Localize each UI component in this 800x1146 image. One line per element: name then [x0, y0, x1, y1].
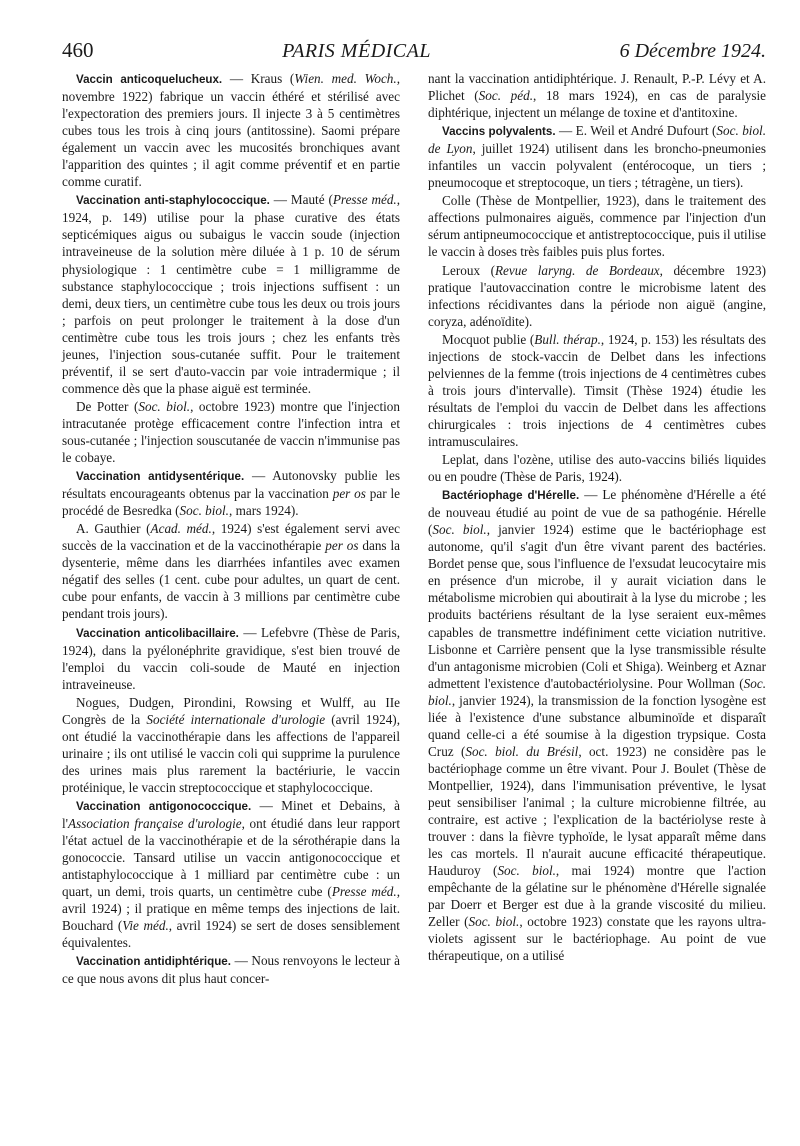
paragraph [428, 486, 766, 964]
italic-text: Association française d'urologie [68, 816, 242, 832]
italic-text: Presse méd. [331, 884, 397, 900]
italic-text: Soc. biol. [179, 503, 229, 519]
italic-text: Soc. biol. [428, 675, 766, 708]
section-heading: Vaccination antidysentérique. [76, 470, 245, 484]
paragraph [428, 70, 766, 121]
left-column [62, 70, 400, 987]
paragraph-text: — Autonovsky publie les résultats encourageants obtenus par la vaccination [62, 468, 401, 502]
paragraph [62, 797, 400, 951]
paragraph-text: , octobre 1923) montre que l'injection intracutanée protège efficacement contre l'infection intra et sous-cutanée ; l'injection souscutanée de vaccin n'immunise pas le cobaye. [62, 398, 400, 466]
paragraph [62, 694, 400, 796]
italic-text: Soc. biol. de Lyon [428, 123, 767, 157]
page-number: 460 [62, 38, 94, 62]
paragraph [62, 191, 400, 397]
italic-text: Soc. biol. du Brésil [465, 743, 579, 759]
italic-text: Société internationale d'urologie [146, 711, 326, 727]
section-heading: Vaccination anti-staphylococcique. [76, 194, 270, 208]
section-heading: Vaccin anticoquelucheux. [76, 73, 223, 86]
paragraph-text: Mocquot publie ( [442, 331, 535, 347]
paragraph [428, 192, 766, 260]
paragraph [62, 952, 400, 987]
paragraph-text: — Lefebvre (Thèse de Paris, 1924), dans la pyélonéphrite gravidique, s'est bien trouvé de l'emploi du vaccin coli-soude de Mauté en injection intraveineuse. [62, 624, 401, 692]
italic-text: Bull. thérap. [534, 331, 601, 347]
section-heading: Vaccination anticolibacillaire. [76, 626, 239, 640]
running-header [62, 38, 766, 64]
paragraph-text: , octobre 1923) constate que les rayons ultra-violets agissent sur le bactériophage. Au point de vue thérapeutique, on a utilisé [428, 914, 766, 964]
paragraph-text: , avril 1924) ; il pratique en même temps des injections de lait. Bouchard ( [62, 884, 400, 934]
section-heading: Bactériophage d'Hérelle. [442, 489, 580, 503]
italic-text: Soc. biol. [432, 522, 487, 538]
paragraph-text: — Kraus ( [229, 71, 295, 86]
italic-text: Acad. méd. [150, 521, 212, 537]
paragraph [428, 331, 766, 450]
paragraph-text: A. Gauthier ( [76, 521, 151, 537]
paragraph [62, 520, 400, 622]
paragraph-text: nant la vaccination antidiphtérique. J. Renault, P.-P. Lévy et A. Plichet ( [428, 71, 766, 104]
paragraph-text: — E. Weil et André Dufourt ( [559, 123, 717, 139]
paragraph [428, 451, 766, 485]
text-columns [62, 70, 766, 987]
italic-text: Soc. biol. [497, 863, 556, 879]
paragraph-text: Nogues, Dudgen, Pirondini, Rowsing et Wulff, au IIe Congrès de la [62, 694, 400, 727]
paragraph-text: , janvier 1924) estime que le bactériophage est autonome, qu'il s'agit d'un être vivant parent des bactéries. Bordet pense que, sous l'influence de l'exsudat leucocytaire mis en présence d'un microbe, il y aurait viciation dans le métabolisme microbien qui aboutirait à la lyse du microbe ; les produits bactériens résultant de la lyse seraient eux-mêmes capables de transmettre indéfiniment cette viciation nutritive. Lisbonne et Carrière pensent que la lyse transmissible résulte d'un antagonisme microbien (Coli et Shiga). Weinberg et Aznar admettent l'existence d'autobactériolysine. Pour Wollman ( [428, 522, 766, 691]
italic-text: per os [325, 538, 359, 554]
paragraph-text: , mars 1924). [228, 503, 299, 519]
italic-text: Vie méd. [122, 918, 169, 934]
paragraph-text: , mai 1924) montre que l'action empêchante de la gélatine sur le phénomène d'Hérelle signalée par Doerr et Berger est due à la grande viscosité du milieu. Zeller ( [428, 863, 766, 930]
paragraph-text: Leplat, dans l'ozène, utilise des auto-vaccins biliés liquides ou en poudre (Thèse de Paris, 1924). [428, 452, 766, 485]
paragraph [428, 262, 766, 330]
paragraph-text: , juillet 1924) utilisent dans les broncho-pneumonies infantiles un vaccin polyvalent (entérocoque, un tiers ; pneumocoque et streptocoque, un tiers ; tétragène, un tiers). [428, 141, 766, 191]
paragraph [62, 467, 400, 519]
italic-text: Presse méd. [332, 192, 397, 208]
paragraph-text: , décembre 1923) pratique l'autovaccination contre le microbisme latent des infections récidivantes dans la période non aiguë (angine, coryza, adénoïdite). [428, 262, 766, 329]
section-heading: Vaccins polyvalents. [442, 125, 556, 139]
paragraph-text: , janvier 1924), la transmission de la fonction lysogène est liée à l'existence d'une substance albuminoïde et disparaît quand celle-ci a été soumise à la digestion trypsique. Costa Cruz ( [428, 692, 766, 759]
paragraph [428, 122, 766, 191]
paragraph-text: (avril 1924), ont étudié la vaccinothérapie dans les affections de l'appareil urinaire ; ils ont utilisé le vaccin coli qui supprime la purulence des urines mais plus rarement la bactériurie, le vaccin protéinique, le vaccin streptococcique et staphylococcique. [62, 711, 400, 795]
italic-text: Soc. biol. [138, 398, 191, 414]
italic-text: Wien. med. Woch. [294, 71, 397, 86]
paragraph-text: , novembre 1922) fabrique un vaccin éthéré et stérilisé avec l'expectoration des premiers jours. Il injecte 3 à 5 centimètres cubes tous les trois à cinq jours (antitossine). Saomi prépare également un vaccin avec les mucosités bronchiques avant l'apparition des quintes ; il agit comme préventif et en partie comme curatif. [62, 71, 400, 190]
paragraph-text: Colle (Thèse de Montpellier, 1923), dans le traitement des affections pulmonaires aiguës, commence par l'injection d'un sérum antipneumococcique et antistreptococcique, puis il utilise le vaccin à doses très faibles puis plus fortes. [428, 193, 767, 260]
section-heading: Vaccination antidiphtérique. [76, 955, 231, 969]
paragraph-text: , 1924) s'est également servi avec succès de la vaccination et de la vaccinothérapie [62, 521, 400, 554]
italic-text: per os [332, 486, 366, 502]
paragraph [62, 398, 400, 466]
paragraph-text: , 1924, p. 153) les résultats des injections de stock-vaccin de Delbet dans les infections pelviennes de la femme (trois injections de 4 centimètres cubes à trois jours d'intervalle). Timsit (Thèse 1924) étudie les résultats de l'emploi du vaccin de Delbet dans les affections chirurgicales : trois injections de 4 centimètres cubes intramusculaires. [428, 331, 766, 449]
paragraph-text: — Minet et Debains, à l' [62, 797, 401, 832]
paragraph [62, 624, 400, 693]
italic-text: Soc. biol. [468, 914, 520, 930]
paragraph-text: , 1924, p. 149) utilise pour la phase curative des états septicémiques aigus ou subaigus le vaccin soude (injection intraveineuse de la solution mère diluée à 1 p. 10 de sérum physiologique : 1 centimètre cube = 1 milligramme de substance staphylococcique ; trois injections suffisent : un demi, deux tiers, un centimètre cube tous les deux ou trois jours ; parfois on peut prolonger le traitement à la dose d'un centimètre cube tous les trois jours ; chez les enfants très jeunes, l'injection sous-cutanée suffit. Pour le traitement préventif, il se sert d'auto-vaccin par voie intradermique ; il commence dès que la phase aiguë est terminée. [62, 192, 401, 396]
issue-date: 6 Décembre 1924. [619, 40, 766, 62]
section-heading: Vaccination antigonococcique. [76, 799, 252, 813]
paragraph-text: — Le phénomène d'Hérelle a été de nouveau étudié au point de vue de sa pathogénie. Hérelle ( [428, 487, 766, 538]
paragraph [62, 70, 400, 190]
italic-text: Revue laryng. de Bordeaux [494, 262, 660, 278]
paragraph-text: dans la dysenterie, même dans les diarrhées infantiles avec examen négatif des selles (1 cent. cube pour adultes, un quart de cent. cube pour enfants, de vaccin à 3 millions par centimètre cube pendant trois jours). [62, 538, 400, 622]
paragraph-text: , 18 mars 1924), en cas de paralysie diphtérique, injectent un mélange de toxine et d'antitoxine. [428, 88, 766, 121]
paragraph-text: , avril 1924) se sert de doses sensiblement équivalentes. [62, 918, 400, 951]
paragraph-text: , ont étudié dans leur rapport l'état actuel de la vaccinothérapie et de la sérothérapie dans la gonococcie. Tansard utilise un vaccin antigonococcique et antistaphylococcique à 1 milliard par centimètre cube : un quart, un demi, trois quarts, un centimètre cube ( [62, 816, 400, 900]
paragraph-text: Leroux ( [442, 262, 495, 278]
paragraph-text: , oct. 1923) ne considère pas le bactériophage comme un être vivant. Pour J. Boulet (Thèse de Montpellier, 1924), dans l'immunisation préventive, le lysat peut sensibiliser l'animal ; la culture microbienne filtrée, au contraire, est active ; l'explication de la bactériolyse reste à trouver : dans la fièvre typhoïde, le lysat apparaît même dans les cas mortels. Il n'aurait aucune efficacité thérapeutique. Hauduroy ( [428, 743, 767, 879]
paragraph-text: — Nous renvoyons le lecteur à ce que nous avons dit plus haut concer- [62, 953, 400, 987]
journal-title: PARIS MÉDICAL [282, 40, 431, 62]
right-column [428, 70, 766, 987]
italic-text: Soc. péd. [478, 88, 533, 104]
paragraph-text: De Potter ( [76, 398, 139, 414]
paragraph-text: par le procédé de Besredka ( [62, 486, 400, 519]
paragraph-text: — Mauté ( [273, 192, 333, 208]
